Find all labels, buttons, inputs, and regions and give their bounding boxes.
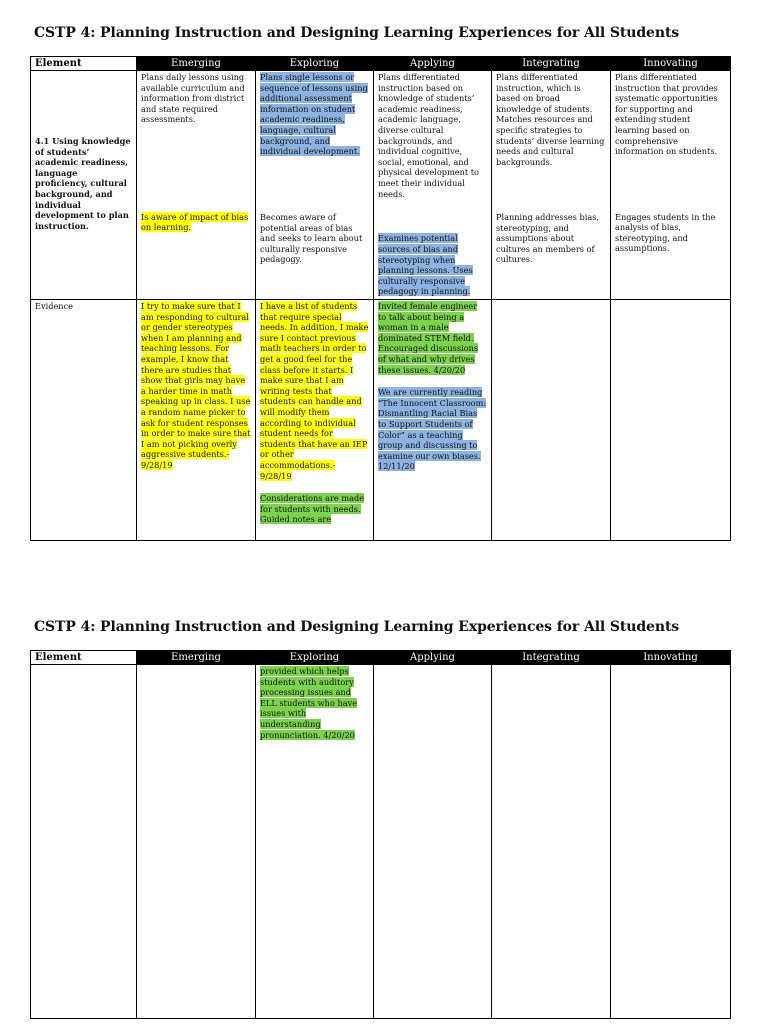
descriptor-top: Plans daily lessons using available curriculum and information from district and state required assessments. [141,72,245,125]
page-title: CSTP 4: Planning Instruction and Designing Learning Experiences for All Students [34,25,680,41]
descriptor-top: Plans differentiated instruction, which is based on broad knowledge of students. Matches resources and specific strategies to students’ diverse learning needs and cultural backgrounds. [496,72,605,167]
cstp-table-continued [30,650,731,1019]
descriptor-bottom-highlighted: Is aware of impact of bias on learning. [141,211,249,233]
continued-applying-cell [374,665,492,1019]
integrating-evidence-cell [492,300,611,541]
applying-descriptor-cell [374,71,492,300]
level-header-applying: Applying [374,651,492,665]
element-header: Element [31,57,137,71]
descriptor-top: Plans differentiated instruction that provides systematic opportunities for supporting and extending student learning based on comprehensive information on students. [615,72,718,157]
level-header-integrating: Integrating [492,651,611,665]
level-header-emerging: Emerging [137,651,256,665]
element-label-cell [31,71,137,300]
descriptor-top: Plans differentiated instruction based on knowledge of students’ academic readiness, academic language, diverse cultural backgrounds, and individual cognitive, social, emotional, and physical development to meet their individual needs. [378,72,479,199]
level-header-integrating: Integrating [492,57,611,71]
descriptor-bottom: Becomes aware of potential areas of bias and seeks to learn about culturally responsive pedagogy. [260,212,363,265]
level-header-exploring: Exploring [256,57,374,71]
evidence-text-highlighted: Considerations are made for students with needs. Guided notes are [260,493,365,525]
exploring-descriptor-cell [256,71,374,300]
continued-exploring-cell [256,665,374,1019]
element-label: 4.1 Using knowledge of students’ academic readiness, language proficiency, cultural background, and individual development to plan instruction. [35,136,131,231]
applying-evidence-cell [374,300,492,541]
continued-label-cell [31,665,137,1019]
cstp-table [30,56,731,541]
integrating-descriptor-cell [492,71,611,300]
evidence-label: Evidence [35,301,74,311]
innovating-descriptor-cell [611,71,731,300]
evidence-text-highlighted: provided which helps students with auditory processing issues and ELL students who have issues with understanding pronunciation. 4/20/20 [260,666,358,740]
level-header-innovating: Innovating [611,57,731,71]
continued-evidence-row [31,665,731,1019]
continued-innovating-cell [611,665,731,1019]
continued-emerging-cell [137,665,256,1019]
element-row [31,71,731,300]
descriptor-top-highlighted: Plans single lessons or sequence of lessons using additional assessment information on student academic readiness, language, cultural background, and individual development. [260,72,368,157]
exploring-evidence-cell [256,300,374,541]
descriptor-bottom-highlighted: Examines potential sources of bias and stereotyping when planning lessons. Uses culturally responsive pedagogy in planning. [378,233,473,297]
evidence-text-highlighted: We are currently reading “The Innocent Classroom: Dismantling Racial Bias to Support Students of Color” as a teaching group and discussing to examine our own biases. 12/11/20 [378,387,487,472]
level-header-applying: Applying [374,57,492,71]
evidence-text-highlighted: I try to make sure that I am responding to cultural or gender stereotypes when I am planning and teaching lessons. For example, I know that there are studies that show that girls may have a harder time in math speaking up in class. I use a random name picker to ask for student responses in order to make sure that I am not picking overly aggressive students.- 9/28/19 [141,301,251,470]
evidence-text-highlighted: I have a list of students that require special needs. In addition, I make sure I contact previous math teachers in order to get a good feel for the class before it starts. I make sure that I am writing tests that students can handle and will modify them according to individual student needs for students that have an IEP or other accommodations.- 9/28/19 [260,301,369,481]
descriptor-bottom: Planning addresses bias, stereotyping, and assumptions about cultures an members of cultures. [496,212,600,265]
level-header-emerging: Emerging [137,57,256,71]
emerging-descriptor-cell [137,71,256,300]
header-row [31,57,731,71]
evidence-row [31,300,731,541]
header-row [31,651,731,665]
level-header-exploring: Exploring [256,651,374,665]
evidence-label-cell [31,300,137,541]
evidence-text-highlighted: Invited female engineer to talk about being a woman in a male dominated STEM field. Encouraged discussions of what and why drives these issues. 4/20/20 [378,301,479,375]
innovating-evidence-cell [611,300,731,541]
level-header-innovating: Innovating [611,651,731,665]
continued-integrating-cell [492,665,611,1019]
emerging-evidence-cell [137,300,256,541]
element-header: Element [31,651,137,665]
page-title-continued: CSTP 4: Planning Instruction and Designing Learning Experiences for All Students [34,619,680,635]
descriptor-bottom: Engages students in the analysis of bias, stereotyping, and assumptions. [615,211,716,254]
